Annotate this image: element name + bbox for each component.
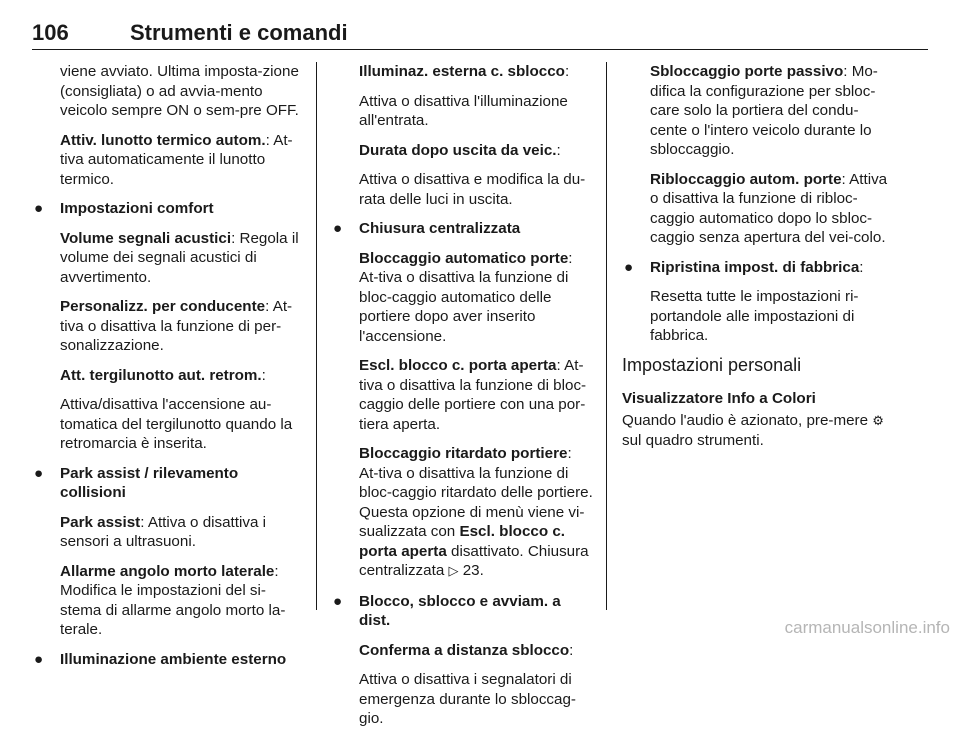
item-blocc: [331, 249, 593, 347]
bullet-comfort: [32, 199, 306, 219]
item-durata-label: Durata dopo uscita da veic.: [359, 141, 557, 159]
item-tergi-colon: :: [261, 366, 266, 384]
item-passivo-text: : Mo-difica la configurazione per sbloc-care solo la portiera del condu-cente o l'intero veicolo durante lo sbloccaggio.: [650, 63, 878, 158]
triangle-ref-icon[interactable]: ▷: [448, 564, 459, 579]
page-title: Strumenti e comandi: [130, 20, 348, 45]
sub-title: Visualizzatore Info a Colori: [622, 390, 816, 407]
item-illum-colon: :: [564, 63, 570, 80]
bullet-park: [32, 464, 306, 503]
item-park-label: Park assist: [60, 513, 141, 531]
item-allarme: [32, 562, 306, 640]
item-lunotto-label: Attiv. lunotto termico autom.: [60, 131, 266, 149]
section-title: Impostazioni personali: [622, 354, 802, 375]
column-3: [622, 62, 892, 461]
item-ribloc-label: Ribloccaggio autom. porte: [650, 170, 842, 188]
bullet-avviam: [331, 592, 593, 631]
item-passivo: [622, 62, 892, 160]
item-allarme-text: : Modifica le impostazioni del si-stema di allarme angolo morto la-terale.: [60, 562, 286, 638]
item-park-text: : Attiva o disattiva i sensori a ultrasuoni.: [60, 513, 266, 550]
bullet-dot: ●: [333, 592, 343, 610]
page-header: [32, 20, 928, 50]
paragraph-continued: viene avviato. Ultima imposta-zione (consigliata) o ad avvia-mento veicolo sempre ON o sem-pre OFF.: [60, 63, 299, 119]
header-divider: [32, 49, 928, 50]
bullet-dot: ●: [624, 258, 634, 276]
item-ritard: [331, 444, 593, 582]
bullet-dot: ●: [333, 220, 343, 237]
bullet-ripristina-colon: :: [859, 258, 864, 276]
item-passivo-label: Sbloccaggio porte passivo: [650, 63, 844, 80]
item-conferma-label: Conferma a distanza sblocco: [359, 641, 570, 659]
bullet-park-label: Park assist / rilevamento collisioni: [60, 464, 239, 501]
item-volume-text: : Regola il volume dei segnali acustici di avvertimento.: [60, 229, 299, 286]
bullet-illum-label: Illuminazione ambiente esterno: [60, 650, 287, 668]
item-conferma-text: Attiva o disattiva i segnalatori di emergenza durante lo sbloccag-gio.: [359, 671, 576, 727]
item-audio-text2: sul quadro strumenti.: [622, 432, 764, 449]
item-ribloc-text: : Attiva o disattiva la funzione di ribloc-caggio automatico dopo lo sbloc-caggio senza apertura del vei-colo.: [650, 170, 888, 246]
bullet-chiusura-label: Chiusura centralizzata: [359, 220, 521, 237]
item-personal-label: Personalizz. per conducente: [60, 298, 266, 315]
item-blocc-text: : At-tiva o disattiva la funzione di bloc-caggio automatico delle portiere dopo aver inserito l'accensione.: [359, 249, 573, 345]
item-lunotto-text: : At-tiva automaticamente il lunotto termico.: [60, 131, 293, 188]
item-ritard-label: Bloccaggio ritardato portiere: [359, 445, 568, 462]
item-ritard-bold: Escl. blocco c. porta aperta: [359, 523, 565, 560]
column-1: [32, 62, 306, 679]
item-audio-text: Quando l'audio è azionato, pre-mere: [622, 411, 869, 429]
item-illum-text: Attiva o disattiva l'illuminazione all'entrata.: [359, 92, 568, 129]
bullet-dot: ●: [34, 464, 44, 482]
item-tergi: [32, 366, 306, 386]
item-ritard-ref[interactable]: 23.: [462, 562, 484, 579]
bullet-chiusura: [331, 219, 593, 239]
item-tergi-label: Att. tergilunotto aut. retrom.: [60, 366, 262, 384]
item-volume: [32, 229, 306, 288]
item-conferma-colon: :: [569, 641, 574, 659]
bullet-avviam-label: Blocco, sblocco e avviam. a dist.: [359, 592, 561, 629]
item-illum-label: Illuminaz. esterna c. sblocco: [359, 63, 565, 80]
item-allarme-label: Allarme angolo morto laterale: [60, 562, 275, 580]
watermark: carmanualsonline.info: [784, 618, 950, 637]
item-personal: [32, 297, 306, 356]
bullet-illum: [32, 650, 306, 670]
column-divider-1: [316, 62, 317, 610]
item-escl-text: : At-tiva o disattiva la funzione di bloc-caggio delle portiere con una por-tiera aperta.: [359, 357, 587, 433]
item-ritard-text2: disattivato. Chiusura centralizzata: [359, 542, 589, 579]
bullet-dot: ●: [34, 200, 44, 217]
item-illum: [331, 62, 593, 82]
item-ribloc: [622, 170, 892, 248]
item-personal-text: : At-tiva o disattiva la funzione di per-sonalizzazione.: [60, 298, 293, 354]
bullet-comfort-label: Impostazioni comfort: [60, 200, 214, 217]
item-audio: [622, 411, 892, 451]
item-blocc-label: Bloccaggio automatico porte: [359, 249, 569, 267]
item-durata: [331, 141, 593, 161]
item-ripristina-text: Resetta tutte le impostazioni ri-portandole alle impostazioni di fabbrica.: [650, 288, 859, 344]
item-volume-label: Volume segnali acustici: [60, 229, 232, 247]
page-number: 106: [32, 20, 69, 45]
item-escl: [331, 356, 593, 434]
item-lunotto: [32, 131, 306, 190]
bullet-ripristina: [622, 258, 892, 278]
item-escl-label: Escl. blocco c. porta aperta: [359, 357, 557, 374]
column-2: [331, 62, 593, 739]
bullet-ripristina-label: Ripristina impost. di fabbrica: [650, 258, 860, 276]
item-conferma: [331, 641, 593, 661]
item-ritard-text: : At-tiva o disattiva la funzione di bloc-caggio ritardato delle portiere. Questa opzione di menù viene vi-sualizzata con: [359, 445, 593, 540]
item-durata-colon: :: [556, 141, 561, 159]
item-durata-text: Attiva o disattiva e modifica la du-rata delle luci in uscita.: [359, 171, 586, 208]
item-park: [32, 513, 306, 552]
gear-icon: ⚙: [872, 413, 884, 429]
bullet-dot: ●: [34, 650, 44, 668]
item-tergi-text: Attiva/disattiva l'accensione au-tomatica del tergilunotto quando la retromarcia è inserita.: [60, 396, 293, 452]
column-divider-2: [606, 62, 607, 610]
